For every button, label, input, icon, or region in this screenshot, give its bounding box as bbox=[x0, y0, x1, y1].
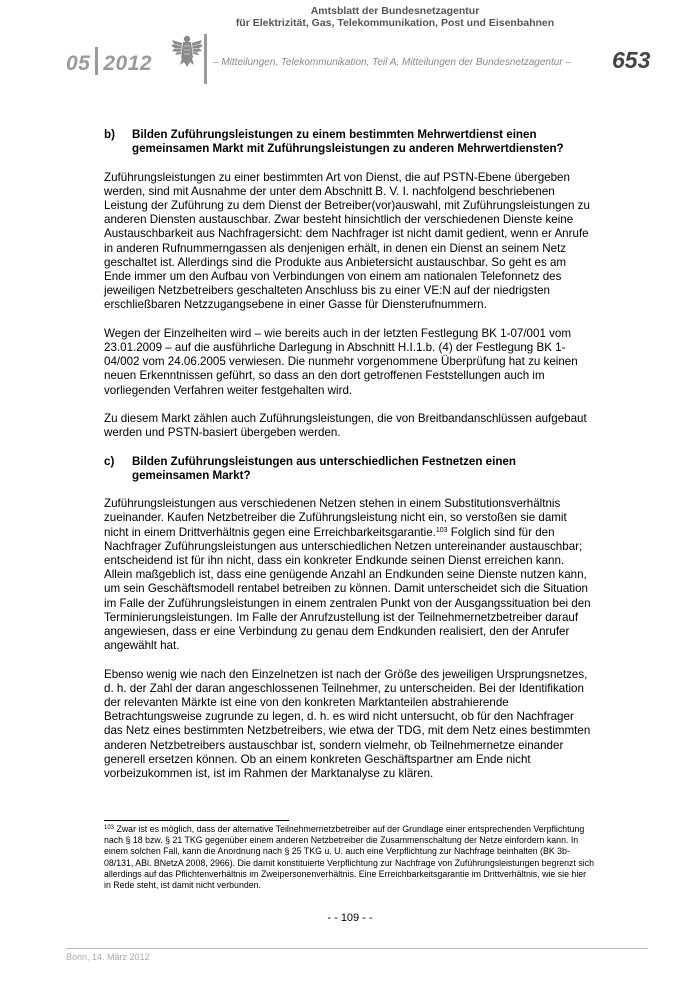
paragraph: Zu diesem Markt zählen auch Zuführungsleistungen, die von Breitbandanschlüssen aufgebaut werden und PSTN-basiert übergeben werden. bbox=[104, 412, 587, 440]
journal-title-line1: Amtsblatt der Bundesnetzagentur bbox=[310, 5, 480, 17]
footnote-number: 103 bbox=[104, 825, 115, 831]
section-b-label: b) bbox=[104, 128, 115, 141]
issue-year: 2012 bbox=[103, 52, 153, 75]
footnote bbox=[104, 824, 594, 891]
paragraph: Zuführungsleistungen zu einer bestimmten Art von Dienst, die auf PSTN-Ebene übergeben werden, sind mit Ausnahme der unter dem Abschnitt B. V. I. nachfolgend beschriebenen Leistung der Zuführung zu dem Dienst der Betreiber(vor)auswahl, mit Zuführungsleistungen zu anderen Diensten austauschbar. Zwar besteht hinsichtlich der verschiedenen Dienste keine Austauschbarkeit aus Nachfragersicht: dem Nachfrager ist nicht damit gedient, wenn er Anrufe in anderen Rufnummerngassen als denjenigen erhält, in denen ein Dienst an seinem Netz geschaltet ist. Allerdings sind die Produkte aus Anbietersicht austauschbar. So geht es am Ende immer um den Aufbau von Verbindungen von einem am nationalen Telefonnetz des jeweiligen Netzbetreibers geschalteten Anschluss bis zu einer VE:N auf der niedrigsten erschließbaren Netzzugangsebene in einer Gasse für Diensterufnummern. bbox=[104, 170, 590, 312]
internal-page-label: - - 109 - - bbox=[327, 912, 373, 924]
footer-date: Bonn, 14. März 2012 bbox=[66, 952, 150, 962]
document-body bbox=[104, 128, 594, 795]
footer-rule bbox=[66, 948, 648, 949]
issue-number: 05 bbox=[66, 52, 91, 75]
section-b-heading bbox=[104, 128, 594, 156]
section-c-title: Bilden Zuführungsleistungen aus unterschiedlichen Festnetzen einen gemeinsamen Markt? bbox=[132, 454, 516, 482]
paragraph bbox=[104, 497, 594, 653]
paragraph-text: Folglich sind für den Nachfrager Zuführungsleistungen aus unterschiedlichen Netzen untereinander austauschbar; entscheidend ist für ihn nicht, dass ein konkreter Endkunde seinen Dienst erreichen kann. Allein maßgeblich ist, dass eine genügende Anzahl an Endkunden seine Dienste nutzen kann, um sein Geschäftsmodell rentabel betreiben zu können. Damit unterscheidet sich die Situation im Falle der Zuführungsleistungen in einem zentralen Punkt von der Ausgangssituation bei den Terminierungsleistungen. Im Falle der Anrufzustellung ist der Teilnehmernetzbetreiber darauf angewiesen, dass er eine Verbindung zu genau dem Endkunden realisiert, den der Anrufer angewählt hat. bbox=[104, 525, 591, 653]
footnote-reference[interactable]: 103 bbox=[435, 526, 448, 534]
issue-divider bbox=[95, 47, 98, 75]
federal-eagle-icon bbox=[170, 32, 204, 68]
page-number: 653 bbox=[612, 47, 651, 73]
section-c-label: c) bbox=[104, 454, 115, 468]
issue-label bbox=[66, 47, 152, 76]
section-b-title: Bilden Zuführungsleistungen zu einem bestimmten Mehrwertdienst einen gemeinsamen Markt mit Zuführungsleistungen zu anderen Mehrwertdiensten? bbox=[132, 128, 564, 156]
footnote-separator bbox=[104, 820, 289, 821]
paragraph: Ebenso wenig wie nach den Einzelnetzen ist nach der Größe des jeweiligen Ursprungsnetzes, d. h. der Zahl der daran angeschlossenen Teilnehmer, zu unterscheiden. Bei der Identifikation der relevanten Märkte ist eine von den konkreten Marktanteilen abstrahierende Betrachtungsweise zugrunde zu legen, d. h. es wird nicht untersucht, ob für den Nachfrager das Netz eines bestimmten Netzbetreibers, wie etwa der TDG, mit dem Netz eines bestimmten anderen Netzbetreibers austauschbar ist, sondern vielmehr, ob Teilnehmernetze einander generell ersetzen können. Ob an einem konkreten Geschäftspartner am Ende nicht vorbeizukommen ist, ist im Rahmen der Marktanalyse zu klären. bbox=[104, 667, 591, 781]
header-divider bbox=[204, 34, 207, 84]
journal-title-line2: für Elektrizität, Gas, Telekommunikation, Post und Eisenbahnen bbox=[235, 17, 555, 29]
journal-title bbox=[210, 5, 580, 29]
section-c-heading bbox=[104, 455, 594, 483]
paragraph-text: Zuführungsleistungen aus verschiedenen Netzen stehen in einem Substitutionsverhältnis zueinander. Kaufen Netzbetreiber die Zuführungsleistung nicht ein, so verstoßen sie damit nicht in einem Drittverhältnis gegen eine Erreichbarkeitsgarantie. bbox=[104, 497, 567, 539]
footnote-text: Zwar ist es möglich, dass der alternative Teilnehmernetzbetreiber auf der Grundlage einer entsprechenden Verpflichtung nach § 18 bzw. § 21 TKG gegenüber einem anderen Netzbetreiber die Zusammenschaltung der Netze einfordern kann. In einem solchen Fall, kann die Anordnung nach § 25 TKG u. U. auch eine Verpflichtung zur Nachfrage beinhalten (BK 3b-08/131, ABl. BNetzA 2008, 2966). Die damit konstituierte Verpflichtung zur Nachfrage von Zuführungsleistungen begrenzt sich allerdings auf das Pflichtenverhältnis im Zweipersonenverhältnis. Eine Erreichbarkeitsgarantie im Drittverhältnis, wie sie hier in Rede steht, ist damit nicht verbunden. bbox=[104, 824, 594, 891]
paragraph: Wegen der Einzelheiten wird – wie bereits auch in der letzten Festlegung BK 1-07/001 vom 23.01.2009 – auf die ausführliche Darlegung in Abschnitt H.I.1.b. (4) der Festlegung BK 1-04/002 vom 24.06.2005 verwiesen. Die nunmehr vorgenommene Überprüfung hat zu keinen neuen Erkenntnissen geführt, so dass an den dort getroffenen Feststellungen auch im vorliegenden Verfahren weiter festgehalten wird. bbox=[104, 326, 578, 397]
page-header bbox=[0, 0, 700, 90]
journal-subtitle: – Mitteilungen, Telekommunikation, Teil A, Mitteilungen der Bundesnetzagentur – bbox=[213, 57, 571, 68]
